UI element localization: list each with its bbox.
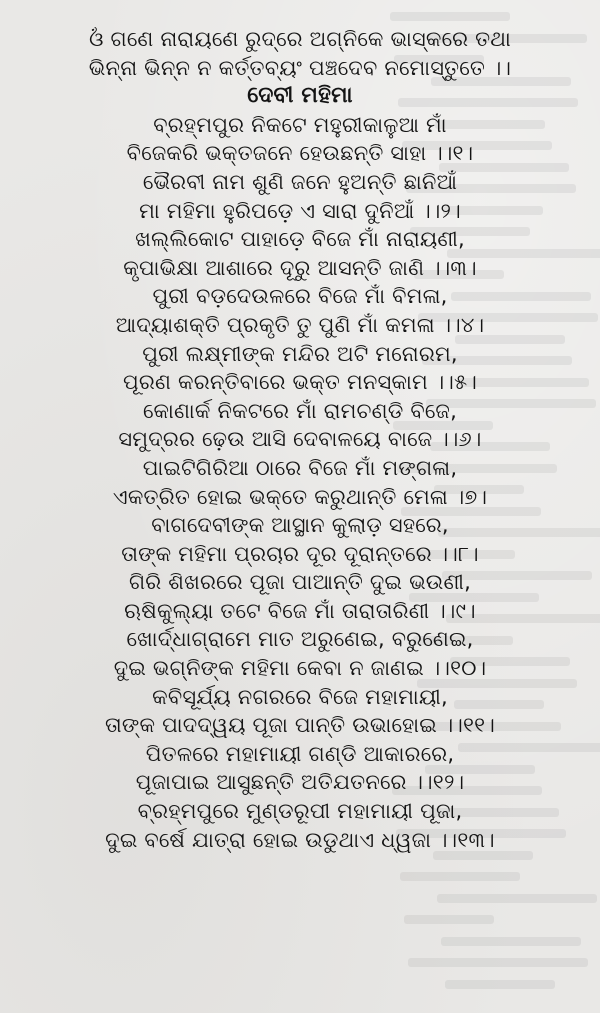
bleed-through-mark — [404, 915, 494, 924]
verse-line: ବ୍ରହ୍ମପୁରେ ମୁଣ୍ଡରୂପୀ ମହାମାୟୀ ପୂଜା, — [137, 799, 463, 824]
verse-line: ଭୈରବୀ ନାମ ଶୁଣି ଜନେ ହୁଅନ୍ତି ଛାନିଆଁ — [142, 169, 458, 194]
verse-line: ପାଇଟିଗିରିଆ ଠାରେ ବିଜେ ମାଁ ମଙ୍ଗଳା, — [142, 455, 458, 480]
verse-line: ଆଦ୍ୟାଶକ୍ତି ପ୍ରକୃତି ତୁ ପୁଣି ମାଁ କମଳା ।।୪। — [115, 312, 485, 337]
verse-line: କୋଣାର୍କ ନିକଟରେ ମାଁ ରାମଚଣ୍ଡି ବିଜେ, — [143, 398, 457, 423]
invocation-line-1: ଓଁ ଗଣେ ନାରାୟଣେ ରୁଦ୍ରେ ଅଗ୍ନିକେ ଭାସ୍କରେ ତଥା — [89, 27, 511, 51]
verse-line: ପୁରୀ ବଡ଼ଦେଉଳରେ ବିଜେ ମାଁ ବିମଳା, — [152, 284, 448, 309]
verse-line: ଗିରି ଶିଖରରେ ପୂଜା ପାଆନ୍ତି ଦୁଇ ଭଉଣୀ, — [128, 570, 472, 595]
verse-line: ଖଲ୍ଲିକୋଟ ପାହାଡ଼େ ବିଜେ ମାଁ ନାରାୟଣୀ, — [135, 227, 465, 252]
verse-line: ପିତଳରେ ମହାମାୟୀ ଗଣ୍ଡି ଆକାରରେ, — [145, 741, 455, 766]
invocation-line-2: ଭିନ୍ନା ଭିନ୍ନ ନ କର୍ତ୍ତବ୍ୟଂ ପଞ୍ଚଦେବ ନମୋସ୍ତୁତେ ।। — [88, 55, 512, 80]
verse-line: ଖୋର୍ଦ୍ଧାଗ୍ରାମେ ମାତ ଅରୁଣେଇ, ବରୁଣେଇ, — [126, 627, 474, 652]
verse-line: ତାଙ୍କ ମହିମା ପ୍ରଚାର ଦୂର ଦୂରାନ୍ତରେ ।।୮। — [121, 541, 479, 566]
verse-line: ସମୁଦ୍ରର ଢ଼େଉ ଆସି ଦେବାଳୟେ ବାଜେ ।।୬। — [118, 427, 482, 452]
bleed-through-mark — [390, 12, 510, 21]
verse-line: ପୂରଣ କରନ୍ତିବାରେ ଭକ୍ତ ମନସ୍କାମ ।।୫। — [123, 370, 477, 395]
verse-line: ମା ମହିମା ହୁରିପଡ଼େ ଏ ସାରା ଦୁନିଆଁ ।।୨। — [139, 198, 461, 223]
bleed-through-mark — [445, 980, 555, 989]
bleed-through-mark — [437, 894, 597, 903]
verse-line: ପୁରୀ ଲକ୍ଷ୍ମୀଙ୍କ ମନ୍ଦିର ଅଟି ମନୋରମ, — [142, 341, 458, 366]
verse-line: ଏକତ୍ରିତ ହୋଇ ଭକ୍ତେ କରୁଥାନ୍ତି ମେଳା ।୭। — [112, 484, 488, 509]
poem-title: ଦେବୀ ମହିମା — [247, 83, 353, 109]
verse-line: କବିସୂର୍ଯ୍ୟ ନଗରରେ ବିଜେ ମହାମାୟୀ, — [152, 684, 448, 709]
bleed-through-mark — [408, 958, 588, 967]
verse-line: ତାଙ୍କ ପାଦଦ୍ୱୟ ପୂଜା ପାନ୍ତି ଉଭାହୋଇ ।।୧୧। — [105, 713, 495, 738]
verse-line: ବ୍ରହ୍ମପୁର ନିକଟେ ମହୁରୀକାଳୁଆ ମାଁ — [153, 112, 447, 137]
verse-line: ପୂଜାପାଇ ଆସୁଛନ୍ତି ଅତିଯତନରେ ।।୧୨। — [135, 770, 465, 795]
bleed-through-mark — [400, 872, 520, 881]
poem-block — [0, 25, 600, 854]
verse-line: ବାଗଦେବୀଙ୍କ ଆସ୍ଥାନ କୁଲାଡ଼ ସହରେ, — [151, 513, 449, 538]
verse-line: ଦୁଇ ବର୍ଷେ ଯାତ୍ରା ହୋଇ ଉଡୁଥାଏ ଧ୍ୱଜା ।।୧୩। — [105, 827, 495, 852]
verse-line: କୃପାଭିକ୍ଷା ଆଶାରେ ଦୂରୁ ଆସନ୍ତି ଜାଣି ।।୩। — [123, 255, 477, 280]
verse-line: ବିଜେକରି ଭକ୍ତଜନେ ହେଉଛନ୍ତି ସାହା ।।୧। — [126, 141, 474, 166]
verse-line: ଋଷିକୁଲ୍ୟା ତଟେ ବିଜେ ମାଁ ତାରାତାରିଣୀ ।।୯। — [124, 598, 476, 623]
bleed-through-mark — [441, 937, 581, 946]
verse-line: ଦୁଇ ଭଗ୍ନିଙ୍କ ମହିମା କେବା ନ ଜାଣଇ ।।୧୦। — [113, 656, 487, 681]
